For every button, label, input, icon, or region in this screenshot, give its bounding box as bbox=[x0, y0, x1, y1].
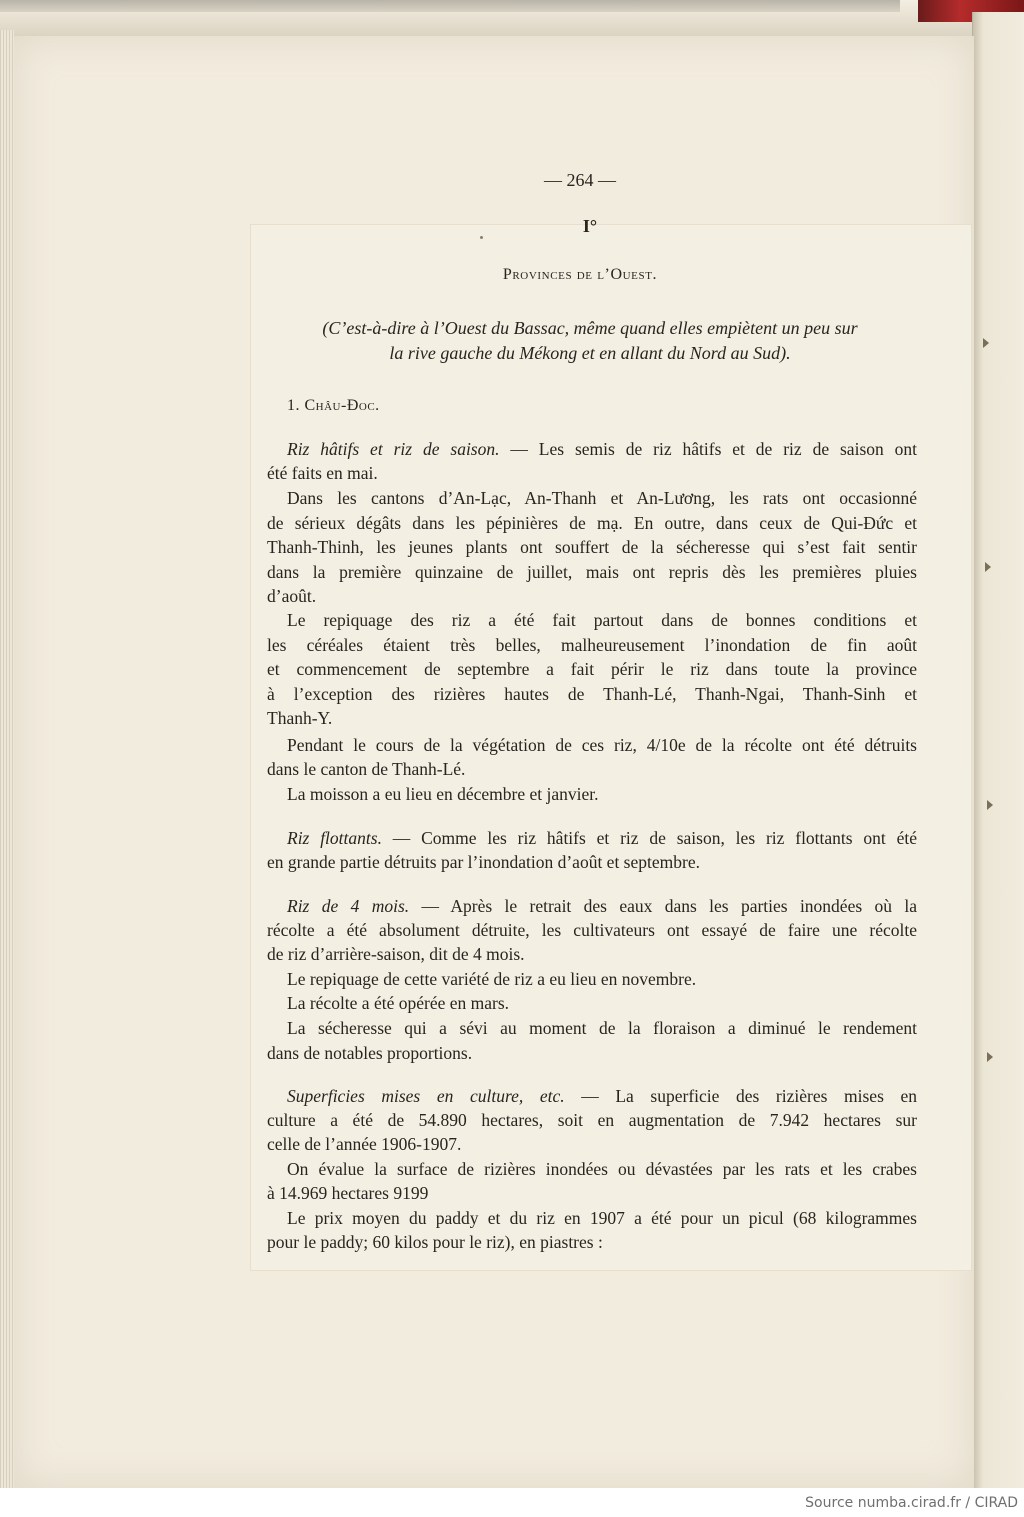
paragraph-line bbox=[287, 437, 917, 461]
paragraph-line: et commencement de septembre a fait périr le riz dans toute la province bbox=[267, 659, 917, 679]
margin-arrow-icon bbox=[987, 1052, 993, 1062]
paragraph-line: les céréales étaient très belles, malheureusement l’inondation de fin août bbox=[267, 635, 917, 655]
paragraph-line: Pendant le cours de la végétation de ces riz, 4/10e de la récolte ont été détruits bbox=[287, 735, 917, 755]
source-credit-link[interactable]: Source numba.cirad.fr / CIRAD bbox=[805, 1495, 1018, 1511]
section-title: Provinces de l’Ouest. bbox=[502, 266, 658, 283]
paragraph-line: à 14.969 hectares 9199 bbox=[267, 1183, 429, 1203]
paragraph-line: On évalue la surface de rizières inondées ou dévastées par les rats et les crabes bbox=[287, 1159, 917, 1179]
paragraph-line: Le prix moyen du paddy et du riz en 1907 a été pour un picul (68 kilogrammes bbox=[287, 1208, 917, 1228]
paragraph-line: culture a été de 54.890 hectares, soit en augmentation de 7.942 hectares sur bbox=[267, 1110, 917, 1130]
paragraph-line: en grande partie détruits par l’inondation d’août et septembre. bbox=[267, 852, 700, 872]
ink-dot bbox=[480, 236, 483, 239]
paragraph-line: Thanh-Y. bbox=[267, 708, 333, 728]
paragraph-line: récolte a été absolument détruite, les cultivateurs ont essayé de faire une récolte bbox=[267, 920, 917, 940]
paragraph-line: d’août. bbox=[267, 586, 317, 606]
section-lead: Riz flottants. bbox=[287, 828, 382, 848]
province-heading: 1. Châu-Đoc. bbox=[287, 397, 380, 414]
book-top-strip bbox=[0, 0, 900, 12]
paragraph-line: La récolte a été opérée en mars. bbox=[287, 993, 510, 1013]
subtitle-line-1: (C’est-à-dire à l’Ouest du Bassac, même quand elles empiètent un peu sur bbox=[322, 318, 858, 338]
paragraph-line: Le repiquage de cette variété de riz a eu lieu en novembre. bbox=[287, 969, 697, 989]
paragraph-line bbox=[287, 1084, 917, 1108]
left-page-stack bbox=[0, 30, 14, 1490]
section-lead: Riz hâtifs et riz de saison. bbox=[287, 439, 500, 459]
paragraph-line: été faits en mai. bbox=[267, 463, 378, 483]
margin-arrow-icon bbox=[987, 800, 993, 810]
text-run: — Les semis de riz hâtifs et de riz de saison ont bbox=[510, 439, 918, 459]
margin-arrow-icon bbox=[983, 338, 989, 348]
paragraph-line: La moisson a eu lieu en décembre et janvier. bbox=[287, 784, 599, 804]
section-lead: Superficies mises en culture, etc. bbox=[287, 1086, 565, 1106]
margin-arrow-icon bbox=[985, 562, 991, 572]
text-run: — La superficie des rizières mises en bbox=[581, 1086, 918, 1106]
paragraph-line: dans de notables proportions. bbox=[267, 1043, 473, 1063]
paragraph-line: de sérieux dégâts dans les pépinières de mạ. En outre, dans ceux de Qui-Đức et bbox=[267, 513, 917, 533]
paragraph-line bbox=[287, 826, 917, 850]
text-run: — Après le retrait des eaux dans les parties inondées où la bbox=[421, 896, 917, 916]
paragraph-line: dans la première quinzaine de juillet, mais ont repris dès les premières pluies bbox=[267, 562, 917, 582]
paragraph-line: La sécheresse qui a sévi au moment de la floraison a diminué le rendement bbox=[287, 1018, 917, 1038]
paragraph-line bbox=[287, 894, 917, 918]
subtitle-line-2: la rive gauche du Mékong et en allant du Nord au Sud). bbox=[389, 343, 791, 363]
section-number: I° bbox=[582, 216, 598, 236]
right-page-edge bbox=[972, 12, 1024, 1490]
page-number: — 264 — bbox=[544, 170, 616, 190]
paragraph-line: à l’exception des rizières hautes de Thanh-Lé, Thanh-Ngai, Thanh-Sinh et bbox=[267, 684, 917, 704]
paragraph-line: dans le canton de Thanh-Lé. bbox=[267, 759, 466, 779]
section-lead: Riz de 4 mois. bbox=[287, 896, 410, 916]
paragraph-line: Dans les cantons d’An-Lạc, An-Thanh et An-Lương, les rats ont occasionné bbox=[287, 488, 917, 508]
paragraph-line: Le repiquage des riz a été fait partout dans de bonnes conditions et bbox=[287, 610, 917, 630]
paragraph-line: celle de l’année 1906-1907. bbox=[267, 1134, 462, 1154]
paragraph-line: pour le paddy; 60 kilos pour le riz), en piastres : bbox=[267, 1232, 603, 1252]
text-run: — Comme les riz hâtifs et riz de saison, les riz flottants ont été bbox=[392, 828, 918, 848]
paragraph-line: de riz d’arrière-saison, dit de 4 mois. bbox=[267, 944, 525, 964]
paragraph-line: Thanh-Thinh, les jeunes plants ont souffert de la sécheresse qui s’est fait sentir bbox=[267, 537, 917, 557]
